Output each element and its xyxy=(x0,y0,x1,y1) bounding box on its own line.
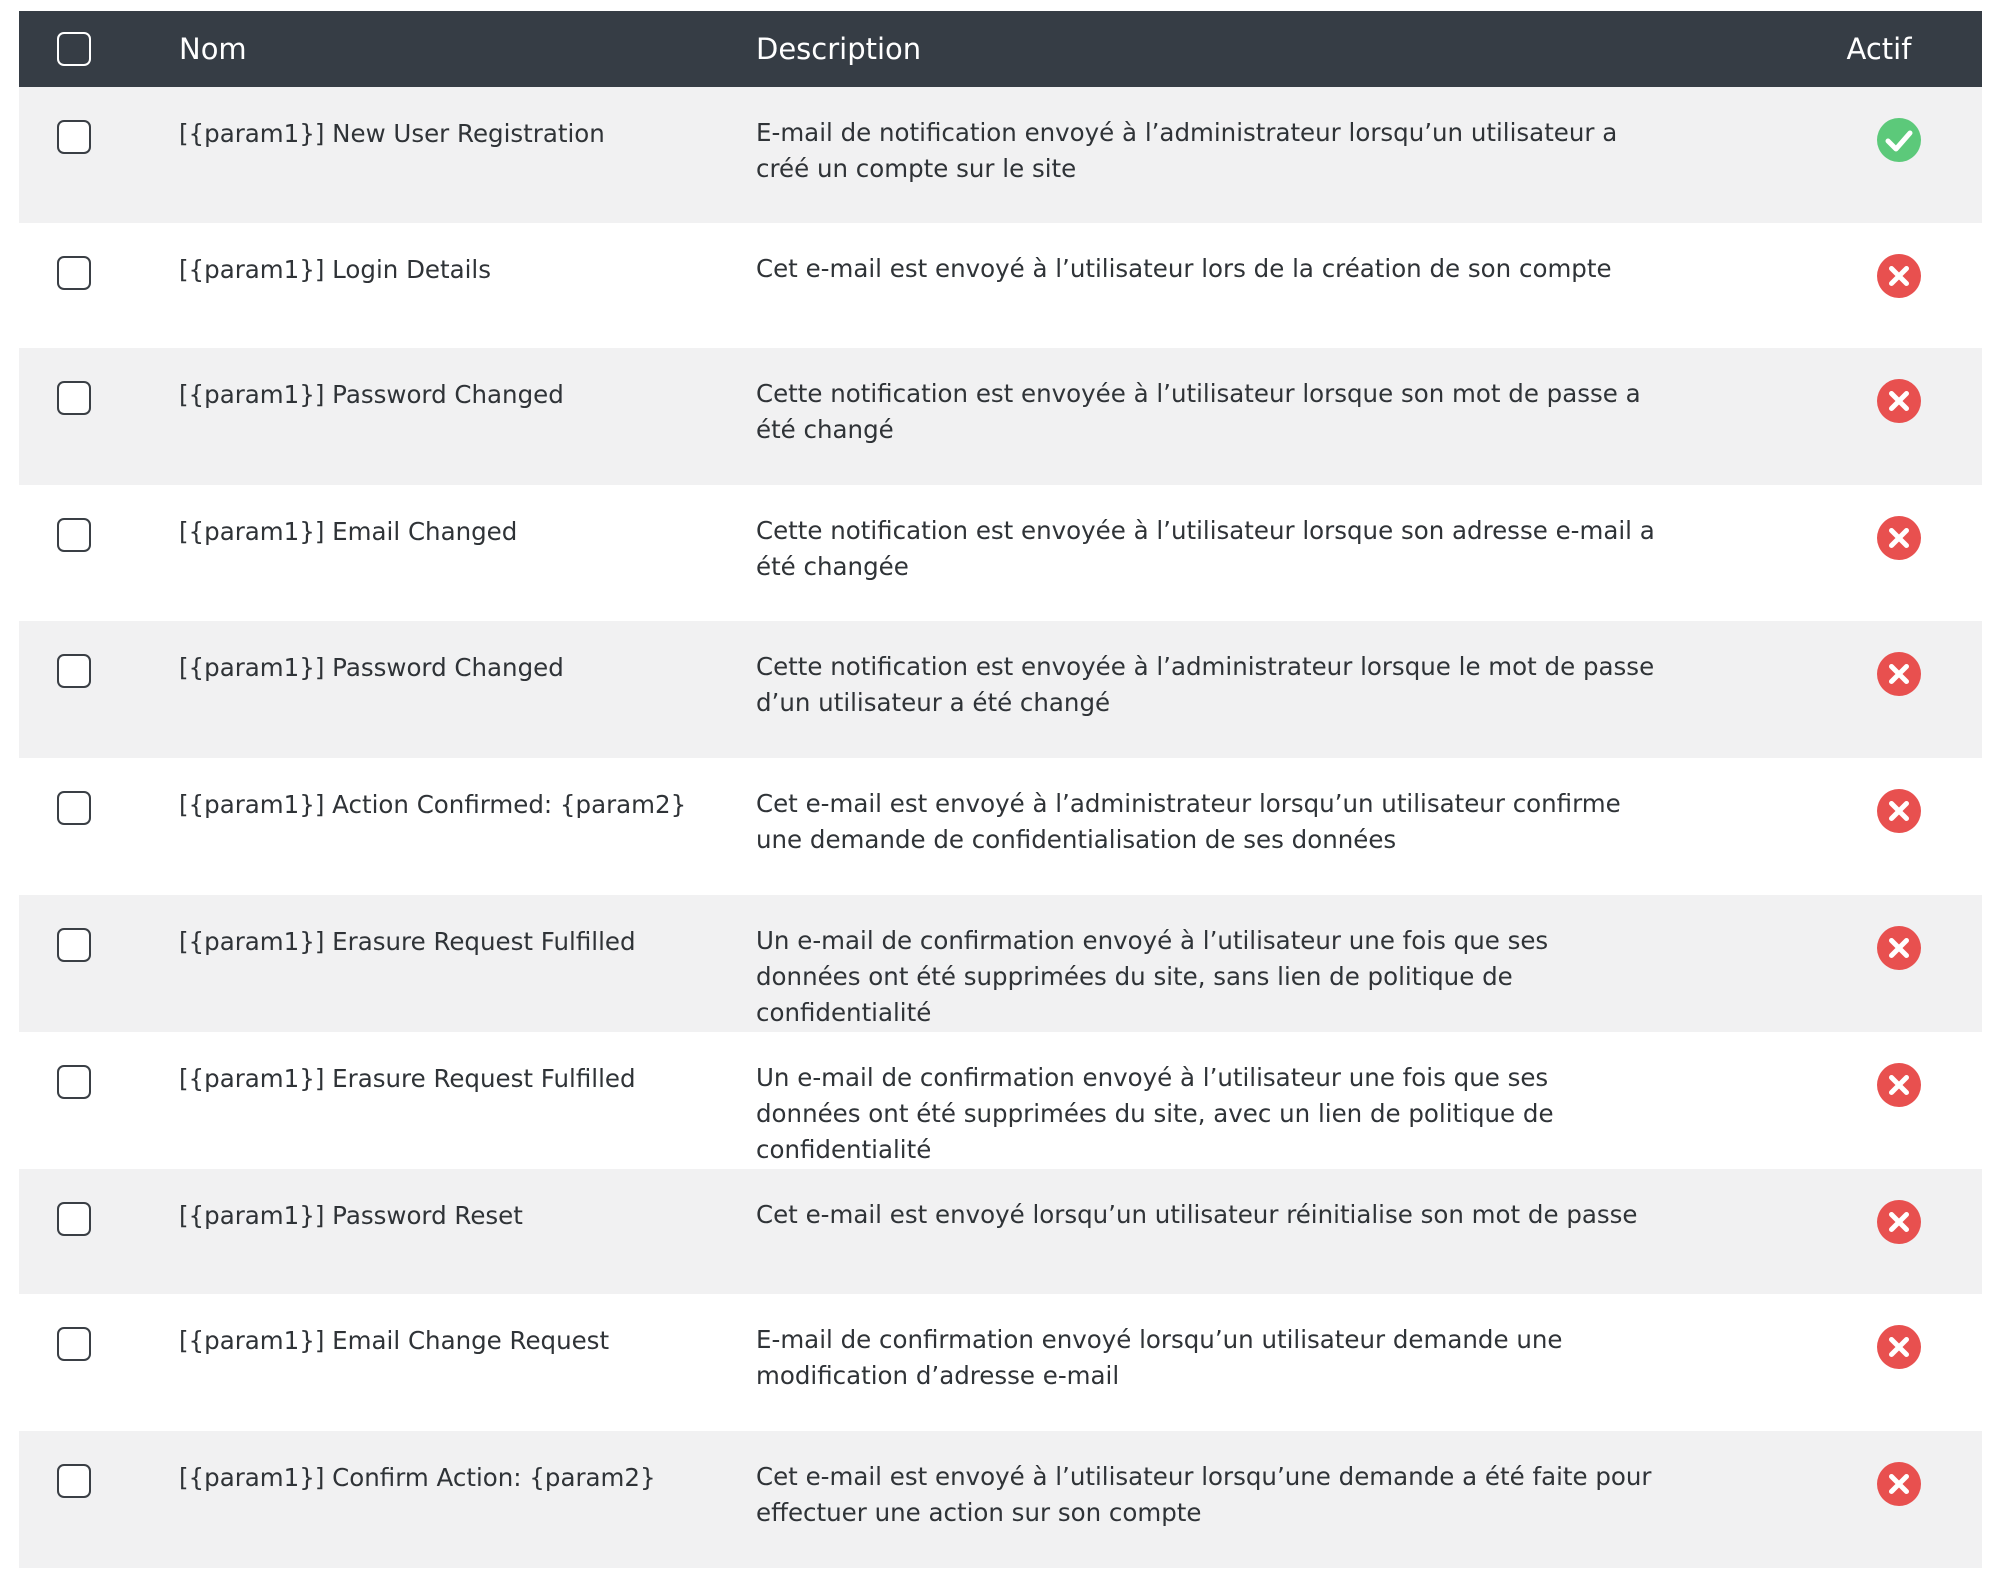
row-select-cell xyxy=(57,1202,91,1236)
email-name[interactable]: [{param1}] Email Change Request xyxy=(179,1326,610,1355)
table-row[interactable] xyxy=(19,895,1982,1032)
x-circle-icon[interactable] xyxy=(1877,1063,1921,1107)
active-status-cell xyxy=(1854,652,1944,706)
email-name[interactable]: [{param1}] Login Details xyxy=(179,255,492,284)
active-status-cell xyxy=(1854,516,1944,570)
row-checkbox[interactable] xyxy=(57,518,91,552)
select-all-cell xyxy=(57,32,91,66)
email-name[interactable]: [{param1}] Email Changed xyxy=(179,517,518,546)
table-row[interactable] xyxy=(19,1294,1982,1431)
x-circle-icon[interactable] xyxy=(1877,1200,1921,1244)
row-select-cell xyxy=(57,1327,91,1361)
row-select-cell xyxy=(57,791,91,825)
row-select-cell xyxy=(57,654,91,688)
email-name[interactable]: [{param1}] New User Registration xyxy=(179,119,605,148)
row-checkbox[interactable] xyxy=(57,1464,91,1498)
row-checkbox[interactable] xyxy=(57,381,91,415)
x-circle-icon[interactable] xyxy=(1877,926,1921,970)
row-select-cell xyxy=(57,1065,91,1099)
table-row[interactable] xyxy=(19,348,1982,485)
email-name[interactable]: [{param1}] Erasure Request Fulfilled xyxy=(179,927,636,956)
table-body xyxy=(19,87,1982,1568)
column-header-description[interactable]: Description xyxy=(756,32,922,66)
active-status-cell xyxy=(1854,254,1944,308)
column-header-active[interactable]: Actif xyxy=(1846,32,1912,66)
select-all-checkbox[interactable] xyxy=(57,32,91,66)
active-status-cell xyxy=(1854,1200,1944,1254)
x-circle-icon[interactable] xyxy=(1877,379,1921,423)
email-description: Cet e-mail est envoyé à l’administrateur lorsqu’un utilisateur confirme une demande de confidentialisation de ses données xyxy=(756,789,1621,854)
active-status-cell xyxy=(1854,1063,1944,1117)
x-circle-icon[interactable] xyxy=(1877,789,1921,833)
table-row[interactable] xyxy=(19,1431,1982,1568)
x-circle-icon[interactable] xyxy=(1877,1462,1921,1506)
email-description: Cette notification est envoyée à l’administrateur lorsque le mot de passe d’un utilisateur a été changé xyxy=(756,652,1655,717)
active-status-cell xyxy=(1854,1325,1944,1379)
row-select-cell xyxy=(57,120,91,154)
email-name[interactable]: [{param1}] Confirm Action: {param2} xyxy=(179,1463,656,1492)
table-row[interactable] xyxy=(19,223,1982,348)
table-row[interactable] xyxy=(19,1169,1982,1294)
table-row[interactable] xyxy=(19,621,1982,758)
active-status-cell xyxy=(1854,379,1944,433)
active-status-cell xyxy=(1854,926,1944,980)
email-name[interactable]: [{param1}] Password Reset xyxy=(179,1201,523,1230)
row-checkbox[interactable] xyxy=(57,791,91,825)
x-circle-icon[interactable] xyxy=(1877,516,1921,560)
row-select-cell xyxy=(57,381,91,415)
table-row[interactable] xyxy=(19,87,1982,223)
active-status-cell xyxy=(1854,1462,1944,1516)
email-description: Un e-mail de confirmation envoyé à l’utilisateur une fois que ses données ont été supprimées du site, avec un lien de politique de confidentialité xyxy=(756,1063,1554,1164)
email-description: Cette notification est envoyée à l’utilisateur lorsque son adresse e-mail a été changée xyxy=(756,516,1655,581)
email-name[interactable]: [{param1}] Action Confirmed: {param2} xyxy=(179,790,687,819)
email-description: Cet e-mail est envoyé à l’utilisateur lorsqu’une demande a été faite pour effectuer une action sur son compte xyxy=(756,1462,1652,1527)
x-circle-icon[interactable] xyxy=(1877,254,1921,298)
row-checkbox[interactable] xyxy=(57,120,91,154)
active-status-cell xyxy=(1854,789,1944,843)
email-description: E-mail de notification envoyé à l’administrateur lorsqu’un utilisateur a créé un compte sur le site xyxy=(756,118,1618,183)
row-checkbox[interactable] xyxy=(57,1202,91,1236)
column-header-name[interactable]: Nom xyxy=(179,32,247,66)
row-select-cell xyxy=(57,256,91,290)
email-name[interactable]: [{param1}] Password Changed xyxy=(179,380,564,409)
table-row[interactable] xyxy=(19,1032,1982,1169)
row-checkbox[interactable] xyxy=(57,1327,91,1361)
table-row[interactable] xyxy=(19,758,1982,895)
table-header xyxy=(19,11,1982,87)
row-select-cell xyxy=(57,928,91,962)
row-select-cell xyxy=(57,1464,91,1498)
row-select-cell xyxy=(57,518,91,552)
active-status-cell xyxy=(1854,118,1944,172)
check-circle-icon[interactable] xyxy=(1877,118,1921,162)
row-checkbox[interactable] xyxy=(57,1065,91,1099)
row-checkbox[interactable] xyxy=(57,256,91,290)
table-row[interactable] xyxy=(19,485,1982,621)
email-name[interactable]: [{param1}] Password Changed xyxy=(179,653,564,682)
email-notifications-table xyxy=(19,11,1982,1568)
email-description: Cet e-mail est envoyé lorsqu’un utilisateur réinitialise son mot de passe xyxy=(756,1200,1638,1229)
email-description: Cet e-mail est envoyé à l’utilisateur lors de la création de son compte xyxy=(756,254,1612,283)
email-name[interactable]: [{param1}] Erasure Request Fulfilled xyxy=(179,1064,636,1093)
email-description: Un e-mail de confirmation envoyé à l’utilisateur une fois que ses données ont été supprimées du site, sans lien de politique de confidentialité xyxy=(756,926,1549,1027)
email-description: E-mail de confirmation envoyé lorsqu’un utilisateur demande une modification d’adresse e-mail xyxy=(756,1325,1563,1390)
x-circle-icon[interactable] xyxy=(1877,652,1921,696)
row-checkbox[interactable] xyxy=(57,928,91,962)
row-checkbox[interactable] xyxy=(57,654,91,688)
x-circle-icon[interactable] xyxy=(1877,1325,1921,1369)
email-description: Cette notification est envoyée à l’utilisateur lorsque son mot de passe a été changé xyxy=(756,379,1641,444)
